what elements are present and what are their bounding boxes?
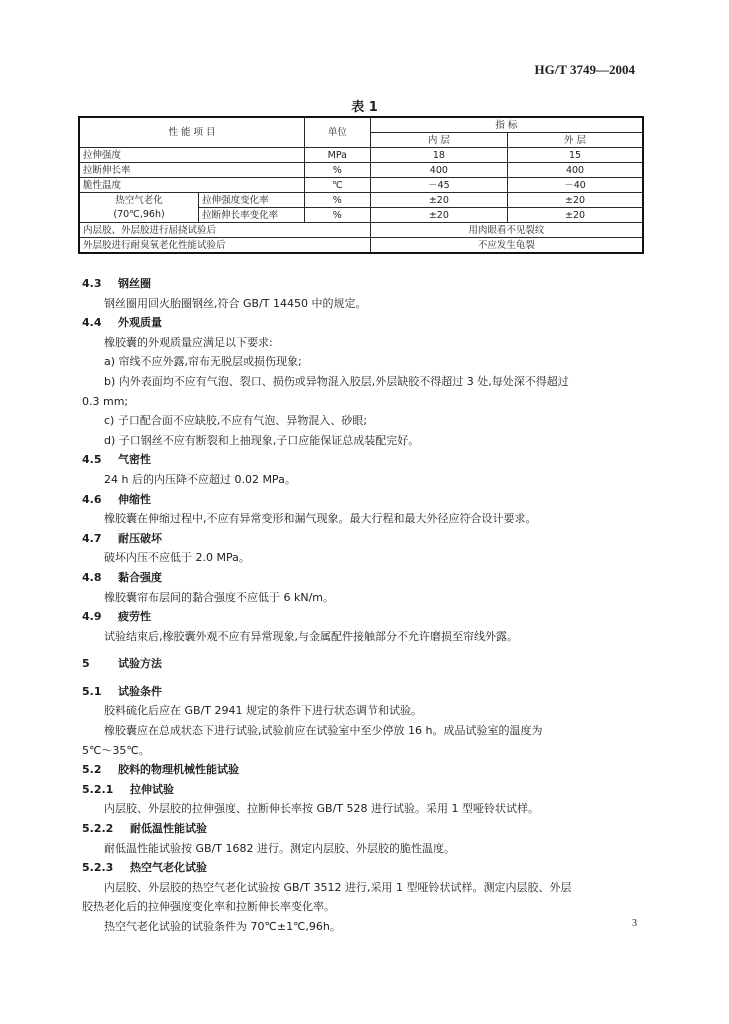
section-number: 5.2 [82,763,102,777]
paragraph-continuation: 5℃～35℃。 [82,743,150,757]
paragraph: 24 h 后的内压降不应超过 0.02 MPa。 [104,472,296,486]
paragraph: 橡胶囊帘布层间的黏合强度不应低于 6 kN/m。 [104,590,335,604]
section-title: 疲劳性 [118,610,151,624]
section-title: 外观质量 [118,316,162,330]
row-property: 拉断伸长率 [79,163,304,178]
table-caption: 表 1 [351,100,378,115]
table-row [79,223,643,238]
row-inner: 18 [370,148,507,163]
table-row [79,193,643,208]
section-number: 4.5 [82,453,102,467]
section-number: 4.7 [82,531,102,545]
section-heading-4-5 [82,450,642,470]
section-title: 气密性 [118,453,151,467]
header-unit: 单位 [304,117,370,148]
document-body [82,274,642,937]
section-heading-5-2-1 [82,780,642,800]
section-title: 黏合强度 [118,570,162,584]
row-inner: －45 [370,178,507,193]
paragraph-continuation: 胶热老化后的拉伸强度变化率和拉断伸长率变化率。 [82,900,335,914]
header-property: 性 能 项 目 [79,117,304,148]
section-title: 热空气老化试验 [130,861,207,875]
spacer [82,674,642,682]
row-outer: 15 [508,148,643,163]
row-unit: % [304,163,370,178]
section-title: 试验条件 [118,684,162,698]
section-title: 试验方法 [118,657,162,671]
list-item: b) 内外表面均不应有气泡、裂口、损伤或异物混入胶层,外层缺胶不得超过 3 处,每处深不得超过 [104,374,569,388]
section-heading-4-8 [82,568,642,588]
paragraph: 耐低温性能试验按 GB/T 1682 进行。测定内层胶、外层胶的脆性温度。 [104,841,455,855]
paragraph: 破坏内压不应低于 2.0 MPa。 [104,551,250,565]
paragraph: 橡胶囊在伸缩过程中,不应有异常变形和漏气现象。最大行程和最大外径应符合设计要求。 [104,512,537,526]
section-heading-5 [82,654,642,674]
section-title: 胶料的物理机械性能试验 [118,763,239,777]
section-heading-5-2 [82,760,642,780]
row-unit: ℃ [304,178,370,193]
row-inner: 400 [370,163,507,178]
section-number: 5.2.3 [82,861,114,875]
section-number: 5 [82,657,90,671]
section-number: 4.9 [82,610,102,624]
spacer [82,646,642,654]
table-row [79,178,643,193]
row-unit: % [304,208,370,223]
row-property: 脆性温度 [79,178,304,193]
paragraph: 内层胶、外层胶的热空气老化试验按 GB/T 3512 进行,采用 1 型哑铃状试样。测定内层胶、外层 [104,880,572,894]
row-inner: ±20 [370,208,507,223]
section-number: 5.2.2 [82,822,114,836]
paragraph: 钢丝圈用回火胎圈钢丝,符合 GB/T 14450 中的规定。 [104,296,367,310]
row-outer: ±20 [508,208,643,223]
table-row [79,163,643,178]
table-row [79,148,643,163]
spec-table [78,116,644,254]
paragraph: 内层胶、外层胶的拉伸强度、拉断伸长率按 GB/T 528 进行试验。采用 1 型哑铃状试样。 [104,802,539,816]
paragraph: 胶料硫化后应在 GB/T 2941 规定的条件下进行状态调节和试验。 [104,704,422,718]
header-inner: 内 层 [370,133,507,148]
row-value: 用肉眼看不见裂纹 [370,223,643,238]
header-index: 指 标 [370,117,643,133]
row-property: 拉断伸长率变化率 [199,208,305,223]
section-heading-5-2-3 [82,858,642,878]
standard-number: HG/T 3749—2004 [534,62,635,77]
section-number: 4.4 [82,316,102,330]
row-inner: ±20 [370,193,507,208]
aging-group-label: 热空气老化 [115,194,163,206]
section-heading-5-2-2 [82,819,642,839]
list-item: a) 帘线不应外露,帘布无脱层或损伤现象; [104,355,302,369]
row-outer: ±20 [508,193,643,208]
table-row [79,238,643,254]
section-title: 伸缩性 [118,492,151,506]
paragraph: 试验结束后,橡胶囊外观不应有异常现象,与金属配件接触部分不允许磨损至帘线外露。 [104,629,518,643]
section-number: 4.6 [82,492,102,506]
row-outer: －40 [508,178,643,193]
section-heading-4-9 [82,607,642,627]
table-header-row [79,117,643,133]
row-unit: MPa [304,148,370,163]
section-number: 5.2.1 [82,782,114,796]
page-number: 3 [632,918,637,929]
header-outer: 外 层 [508,133,643,148]
row-value: 不应发生龟裂 [370,238,643,254]
row-outer: 400 [508,163,643,178]
section-heading-4-3 [82,274,642,294]
aging-condition-label: (70℃,96h) [113,208,165,220]
section-number: 4.3 [82,277,102,290]
paragraph: 橡胶囊的外观质量应满足以下要求: [104,335,273,349]
paragraph: 橡胶囊应在总成状态下进行试验,试验前应在试验室中至少停放 16 h。成品试验室的温度为 [104,724,543,738]
section-heading-4-4 [82,313,642,333]
section-heading-4-6 [82,490,642,510]
section-number: 4.8 [82,570,102,584]
row-unit: % [304,193,370,208]
list-item: c) 子口配合面不应缺胶,不应有气泡、异物混入、砂眼; [104,414,368,428]
section-title: 耐低温性能试验 [130,822,207,836]
row-property: 拉伸强度 [79,148,304,163]
section-heading-4-7 [82,529,642,549]
list-item-continuation: 0.3 mm; [82,394,129,408]
aging-group-cell [79,193,199,223]
row-property: 内层胶、外层胶进行屈挠试验后 [79,223,370,238]
list-item: d) 子口钢丝不应有断裂和上抽现象,子口应能保证总成装配完好。 [104,433,420,447]
section-title: 耐压破坏 [118,531,162,545]
row-property: 外层胶进行耐臭氧老化性能试验后 [79,238,370,254]
section-title: 钢丝圈 [118,277,151,290]
section-number: 5.1 [82,684,102,698]
paragraph: 热空气老化试验的试验条件为 70℃±1℃,96h。 [104,920,341,933]
section-title: 拉伸试验 [130,782,174,796]
section-heading-5-1 [82,682,642,702]
row-property: 拉伸强度变化率 [199,193,305,208]
